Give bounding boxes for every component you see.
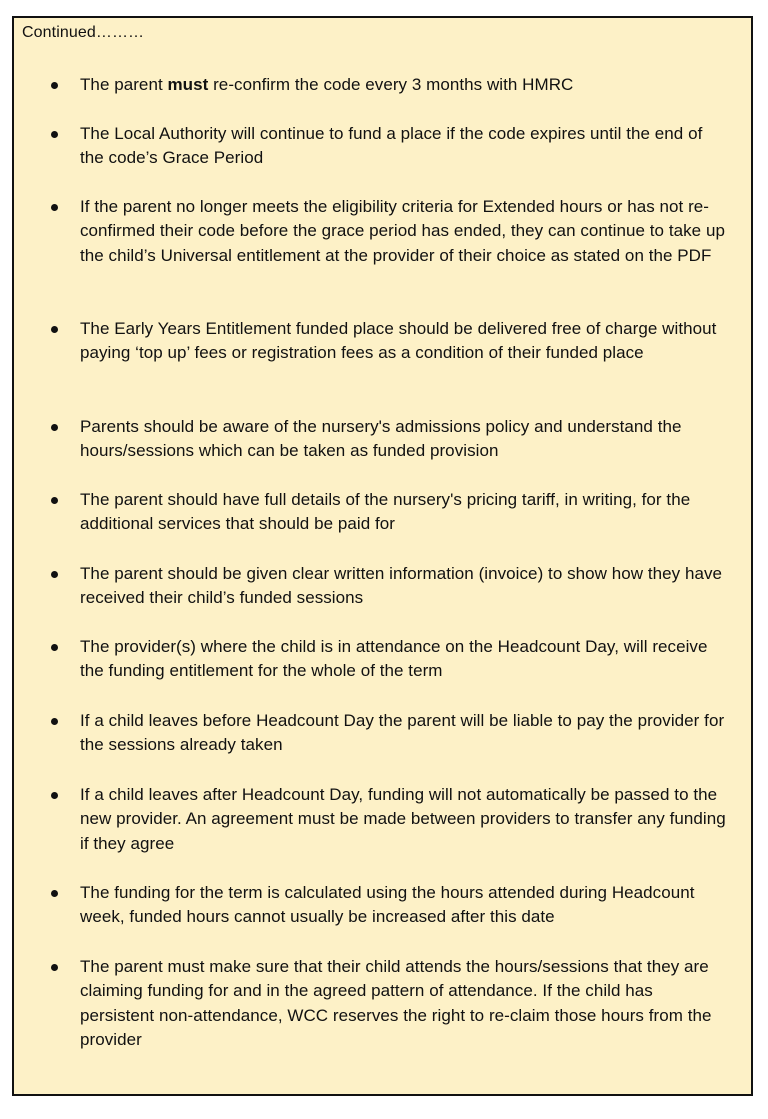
- bullet-icon: [51, 644, 58, 651]
- bullet-icon: [51, 718, 58, 725]
- bullet-icon: [51, 82, 58, 89]
- bullet-text: If a child leaves after Headcount Day, funding will not automatically be passed to the new provider. An agreement must be made between providers to transfer any funding if they agree: [80, 785, 726, 853]
- bullet-text: The parent must make sure that their child attends the hours/sessions that they are claiming funding for and in the agreed pattern of attendance. If the child has persistent non-attendance, WCC reserves the right to re-claim those hours from the provider: [80, 957, 712, 1050]
- bullet-text: [80, 73, 730, 97]
- bullet-text: The parent should have full details of the nursery's pricing tariff, in writing, for the additional services that should be paid for: [80, 490, 691, 534]
- bullet-list: [14, 18, 751, 1094]
- bullet-text-emphasis: must: [167, 75, 209, 94]
- bullet-icon: [51, 326, 58, 333]
- bullet-icon: [51, 131, 58, 138]
- bullet-icon: [51, 792, 58, 799]
- bullet-text: The provider(s) where the child is in attendance on the Headcount Day, will receive the funding entitlement for the whole of the term: [80, 637, 708, 681]
- bullet-text: The parent should be given clear written information (invoice) to show how they have received their child’s funded sessions: [80, 564, 723, 608]
- bullet-text: The funding for the term is calculated using the hours attended during Headcount week, funded hours cannot usually be increased after this date: [80, 883, 695, 927]
- bullet-text: The Early Years Entitlement funded place should be delivered free of charge without paying ‘top up’ fees or registration fees as a condition of their funded place: [80, 319, 717, 363]
- bullet-text: The Local Authority will continue to fund a place if the code expires until the end of the code’s Grace Period: [80, 124, 703, 168]
- bullet-text: If the parent no longer meets the eligibility criteria for Extended hours or has not re-confirmed their code before the grace period has ended, they can continue to take up the child’s Universal entitlement at the provider of their choice as stated on the PDF: [80, 197, 725, 265]
- bullet-icon: [51, 424, 58, 431]
- bullet-icon: [51, 571, 58, 578]
- bullet-icon: [51, 890, 58, 897]
- bullet-icon: [51, 964, 58, 971]
- continued-label: Continued………: [22, 24, 145, 41]
- bullet-text: If a child leaves before Headcount Day the parent will be liable to pay the provider for the sessions already taken: [80, 711, 725, 755]
- bullet-icon: [51, 497, 58, 504]
- bullet-text-before: The parent: [80, 75, 168, 94]
- content-box: [12, 16, 753, 1096]
- bullet-icon: [51, 204, 58, 211]
- bullet-text: Parents should be aware of the nursery's admissions policy and understand the hours/sessions which can be taken as funded provision: [80, 417, 682, 461]
- bullet-text-after: re-confirm the code every 3 months with HMRC: [208, 75, 574, 94]
